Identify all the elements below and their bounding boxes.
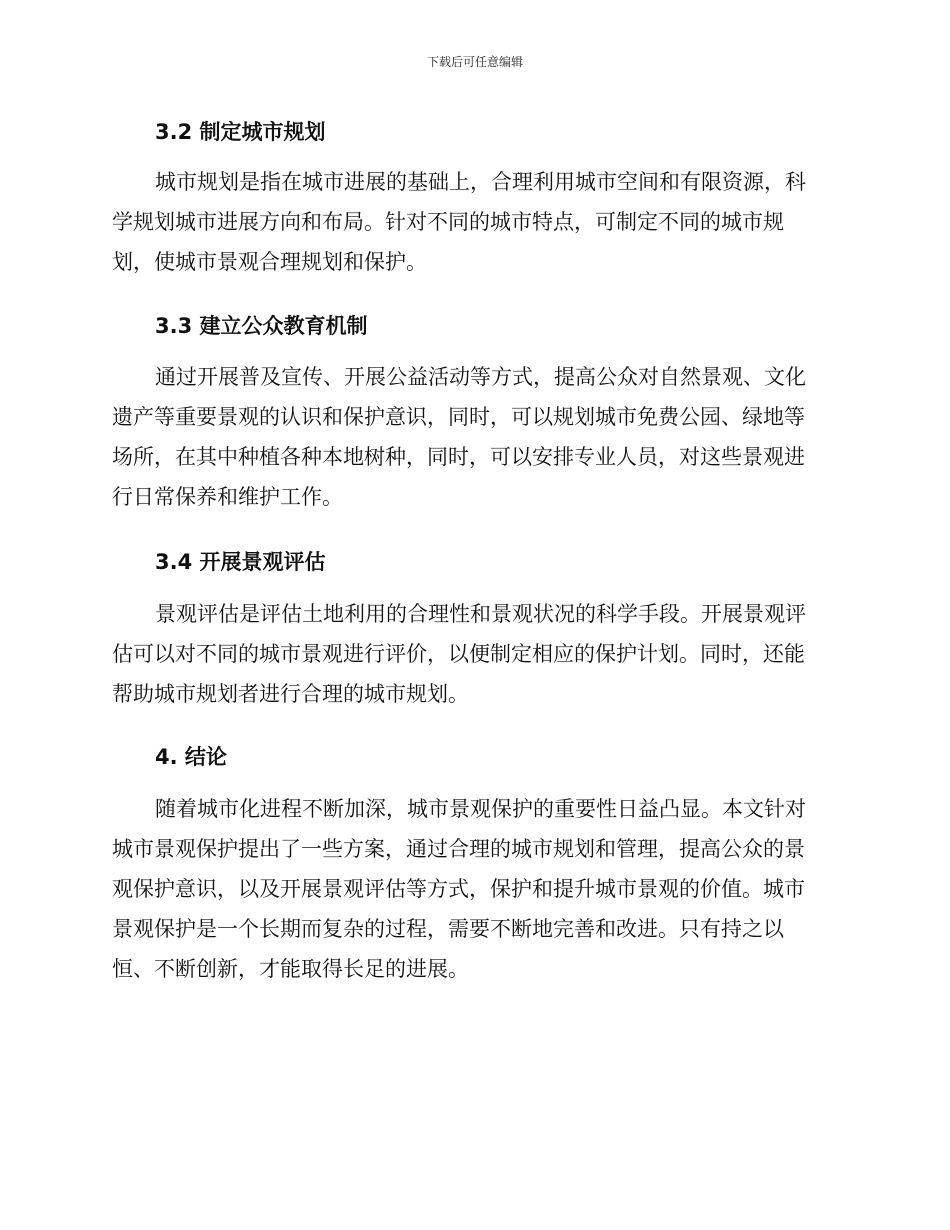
paragraph-line: 划，使城市景观合理规划和保护。 [112,250,427,274]
paragraph-3-4 [112,594,832,714]
paragraph-line: 帮助城市规划者进行合理的城市规划。 [112,682,469,706]
page-header: 下载后可任意编辑 [426,55,523,69]
paragraph-line: 景观评估是评估土地利用的合理性和景观状况的科学手段。开展景观评 [155,602,806,626]
paragraph-line: 估可以对不同的城市景观进行评价，以便制定相应的保护计划。同时，还能 [112,642,805,666]
paragraph-line: 城市景观保护提出了一些方案，通过合理的城市规划和管理，提高公众的景 [112,837,805,861]
paragraph-line: 通过开展普及宣传、开展公益活动等方式，提高公众对自然景观、文化 [155,365,806,389]
section-heading-3-4: 3.4 开展景观评估 [155,550,326,574]
paragraph-line: 场所，在其中种植各种本地树种，同时，可以安排专业人员，对这些景观进 [112,445,805,469]
paragraph-line: 学规划城市进展方向和布局。针对不同的城市特点，可制定不同的城市规 [112,210,784,234]
paragraph-line: 恒、不断创新，才能取得长足的进展。 [112,957,469,981]
paragraph-line: 景观保护是一个长期而复杂的过程，需要不断地完善和改进。只有持之以 [112,917,784,941]
paragraph-3-2 [112,162,832,282]
paragraph-line: 行日常保养和维护工作。 [112,485,343,509]
section-heading-4: 4. 结论 [155,745,227,769]
paragraph-3-3 [112,357,832,517]
paragraph-line: 观保护意识，以及开展景观评估等方式，保护和提升城市景观的价值。城市 [112,877,805,901]
section-heading-3-2: 3.2 制定城市规划 [155,120,326,144]
paragraph-line: 随着城市化进程不断加深，城市景观保护的重要性日益凸显。本文针对 [155,797,806,821]
paragraph-line: 城市规划是指在城市进展的基础上，合理利用城市空间和有限资源，科 [155,170,806,194]
section-heading-3-3: 3.3 建立公众教育机制 [155,314,368,338]
paragraph-4 [112,789,832,989]
paragraph-line: 遗产等重要景观的认识和保护意识，同时，可以规划城市免费公园、绿地等 [112,405,805,429]
